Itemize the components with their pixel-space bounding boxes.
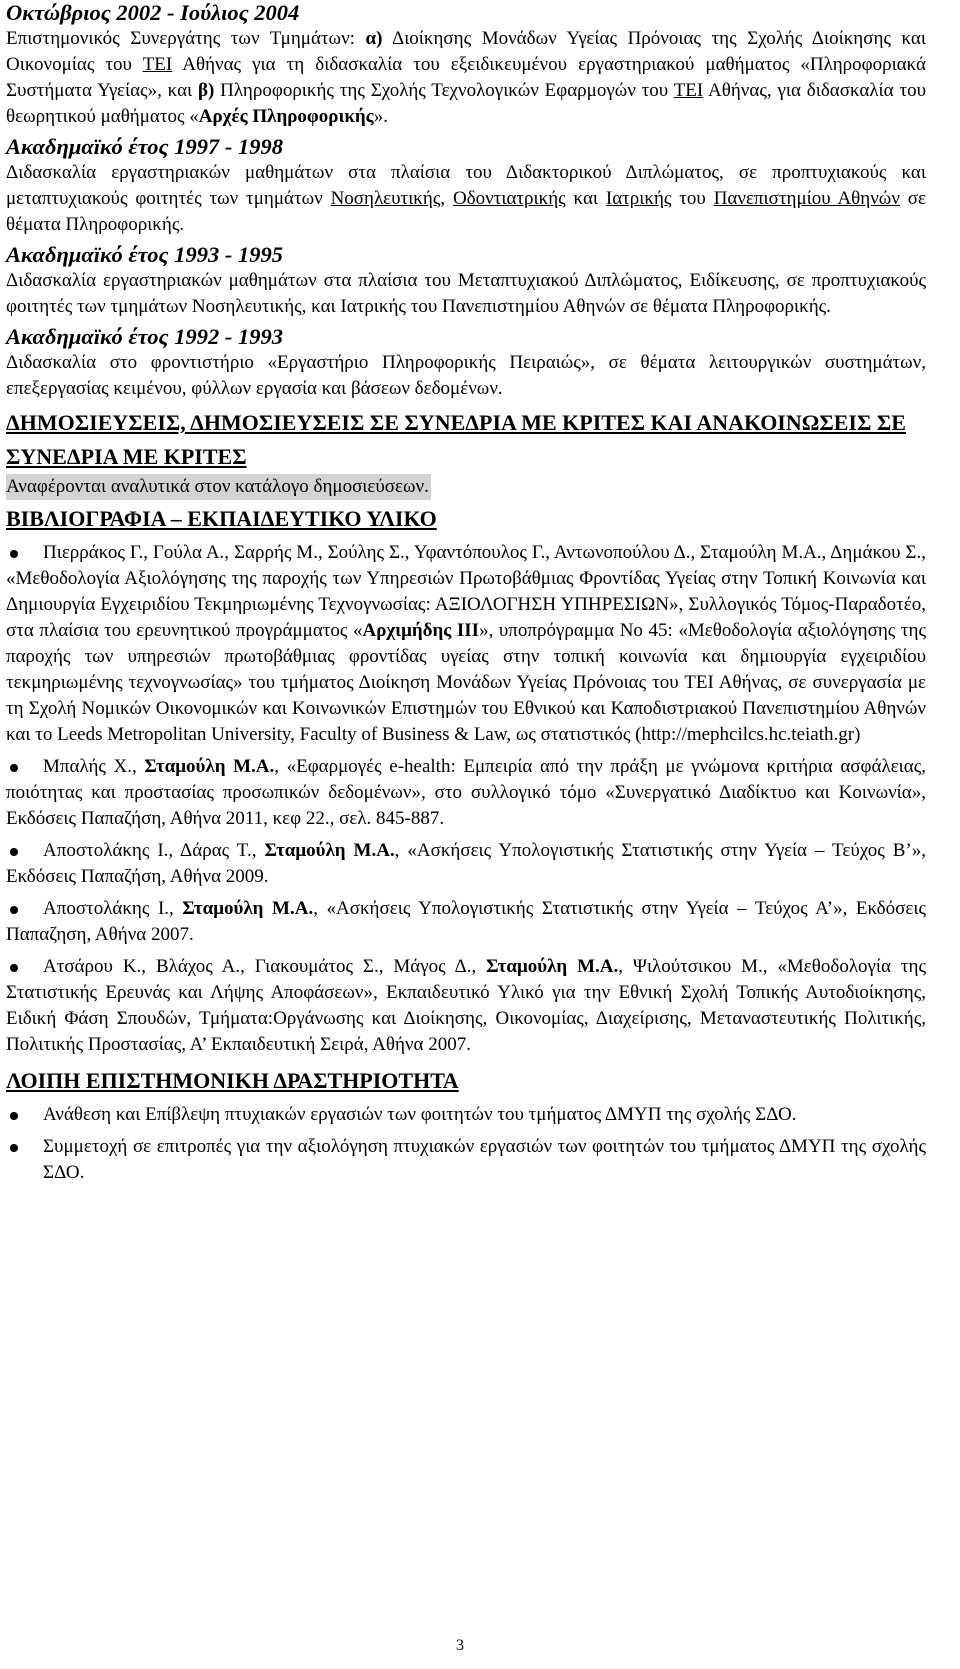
bold-run: Σταμούλη Μ.Α.	[182, 898, 314, 919]
document-page	[6, 0, 926, 1192]
bullet-icon	[10, 964, 18, 972]
text-run: Αθήνας για τη διδασκαλία του εξειδικευμένου εργαστηριακού μαθήματος «Πληροφοριακά Συστήματα Υγείας», και	[6, 54, 926, 101]
list-item-text: Συμμετοχή σε επιτροπές για την αξιολόγηση πτυχιακών εργασιών των φοιτητών του τμήματος ΔΜΥΠ της σχολής ΣΔΟ.	[43, 1136, 926, 1183]
underlined-run: Νοσηλευτικής	[330, 188, 441, 209]
list-item	[6, 540, 926, 748]
other-activity-title: ΛΟΙΠΗ ΕΠΙΣΤΗΜΟΝΙΚΗ ΔΡΑΣΤΗΡΙΟΤΗΤΑ	[6, 1068, 459, 1093]
list-item	[6, 838, 926, 890]
list-item	[6, 954, 926, 1058]
section-2002-2004	[6, 0, 926, 130]
underlined-run: Πανεπιστημίου Αθηνών	[713, 188, 900, 209]
bullet-icon	[10, 906, 18, 914]
bold-run: Σταμούλη Μ.Α.	[264, 840, 395, 861]
course-name: Αρχές Πληροφορικής	[198, 106, 374, 127]
text-run: του	[671, 188, 714, 209]
text-run: Μπαλής Χ.,	[43, 756, 145, 777]
text-run: , «Εφαρμογές e-health: Εμπειρία από την πράξη με γνώμονα κριτήρια ασφάλειας, ποιότητας και προστασίας προσωπικών δεδομένων», στο συλλογικό τόμο «Συνεργατικό Διαδίκτυο και Κοινωνία», Εκδόσεις Παπαζήση, Αθήνα 2011, κεφ 22., σελ. 845-887.	[6, 756, 926, 829]
section-text: Διδασκαλία εργαστηριακών μαθημάτων στα πλαίσια του Μεταπτυχιακού Διπλώματος, Ειδίκευσης, σε προπτυχιακούς φοιτητές των τμημάτων Νοσηλευτικής, και Ιατρικής του Πανεπιστημίου Αθηνών σε θέματα Πληροφορικής.	[6, 270, 926, 317]
section-text: Διδασκαλία στο φροντιστήριο «Εργαστήριο Πληροφορικής Πειραιώς», σε θέματα λειτουργικών συστημάτων, επεξεργασίας κειμένου, φύλλων εργασία και βάσεων δεδομένων.	[6, 352, 926, 399]
section-heading: Οκτώβριος 2002 - Ιούλιος 2004	[6, 0, 300, 25]
section-text	[6, 160, 926, 238]
section-1993-1995	[6, 242, 926, 320]
bullet-icon	[10, 848, 18, 856]
underlined-run: ΤΕΙ	[142, 54, 173, 75]
page-number: 3	[456, 1637, 464, 1654]
bold-run: Σταμούλη Μ.Α.	[144, 756, 275, 777]
bibliography-title: ΒΙΒΛΙΟΓΡΑΦΙΑ – ΕΚΠΑΙΔΕΥΤΙΚΟ ΥΛΙΚΟ	[6, 506, 437, 531]
section-text	[6, 26, 926, 130]
text-run: και	[565, 188, 606, 209]
list-item-text: Ανάθεση και Επίβλεψη πτυχιακών εργασιών των φοιτητών του τμήματος ΔΜΥΠ της σχολής ΣΔΟ.	[43, 1104, 797, 1125]
text-run: Διοίκησης Μονάδων Υγείας Πρόνοιας της Σχολής Διοίκησης και Οικονομίας του	[6, 28, 926, 75]
other-activity-section	[6, 1064, 926, 1186]
text-run: Πιερράκος Γ., Γούλα Α., Σαρρής Μ., Σούλης Σ., Υφαντόπουλος Γ., Αντωνοπούλου Δ., Σταμούλη Μ.Α., Δημάκου Σ., «Μεθοδολογία Αξιολόγησης της παροχής των Υπηρεσιών Πρωτοβάθμιας Φροντίδας Υγείας στην Τοπική Κοινωνία και Δημιουργία Εγχειριδίου Τεκμηριωμένης Τεχνογνωσίας: ΑΞΙΟΛΟΓΗΣΗ ΥΠΗΡΕΣΙΩΝ», Συλλογικός Τόμος-Παραδοτέο, στα πλαίσια του ερευνητικού προγράμματος «	[6, 542, 926, 641]
text-run: Πληροφορικής της Σχολής Τεχνολογικών Εφαρμογών του	[214, 80, 674, 101]
text-run: ,	[440, 188, 453, 209]
other-activity-list	[6, 1102, 926, 1186]
publications-title: ΔΗΜΟΣΙΕΥΣΕΙΣ, ΔΗΜΟΣΙΕΥΣΕΙΣ ΣΕ ΣΥΝΕΔΡΙΑ ΜΕ ΚΡΙΤΕΣ ΚΑΙ ΑΝΑΚΟΙΝΩΣΕΙΣ ΣΕ ΣΥΝΕΔΡΙΑ ΜΕ ΚΡΙΤΕΣ	[6, 410, 906, 469]
bullet-icon	[10, 1144, 18, 1152]
text-run: Επιστημονικός Συνεργάτης των Τμημάτων:	[6, 28, 366, 49]
list-item	[6, 1102, 926, 1128]
section-1992-1993	[6, 324, 926, 402]
bibliography-list	[6, 540, 926, 1058]
bullet-icon	[10, 764, 18, 772]
section-heading: Ακαδημαϊκό έτος 1993 - 1995	[6, 242, 283, 267]
text-run: Αποστολάκης Ι.,	[43, 898, 183, 919]
bold-run: α)	[365, 28, 383, 49]
text-run: Αθήνας, για διδασκαλία του θεωρητικού μαθήματος «	[6, 80, 926, 127]
bold-run: Αρχιμήδης ΙΙΙ	[362, 620, 480, 641]
publications-note: Αναφέρονται αναλυτικά στον κατάλογο δημοσιεύσεων.	[6, 474, 431, 500]
text-run: , «Ασκήσεις Υπολογιστικής Στατιστικής στην Υγεία – Τεύχος Β’», Εκδόσεις Παπαζήση, Αθήνα 2009.	[6, 840, 926, 887]
text-run: ».	[373, 106, 388, 127]
underlined-run: Οδοντιατρικής	[452, 188, 566, 209]
bold-run: β)	[197, 80, 215, 101]
text-run: , Ψιλούτσικου Μ., «Μεθοδολογία της Στατιστικής Ερευνάς και Λήψης Αποφάσεων», Εκπαιδευτικό Υλικό για την Εθνική Σχολή Τοπικής Αυτοδιοίκησης, Ειδική Φάση Σπουδών, Τμήματα:Οργάνωσης και Διοίκησης, Οικονομίας, Διαχείρισης, Μεταναστευτικής Πολιτικής, Πολιτικής Προστασίας, Α’ Εκπαιδευτική Σειρά, Αθήνα 2007.	[6, 956, 926, 1055]
section-1997-1998	[6, 134, 926, 238]
publications-section	[6, 406, 926, 500]
bold-run: Σταμούλη Μ.Α.	[486, 956, 619, 977]
text-run: σε θέματα Πληροφορικής.	[6, 188, 926, 235]
underlined-run: ΤΕΙ	[673, 80, 704, 101]
list-item	[6, 896, 926, 948]
text-run: Ατσάρου Κ., Βλάχος Α., Γιακουμάτος Σ., Μάγος Δ.,	[43, 956, 487, 977]
text-run: », υποπρόγραμμα Νο 45: «Μεθοδολογία αξιολόγησης της παροχής των υπηρεσιών πρωτοβάθμιας φροντίδας υγείας στην τοπική κοινωνία και δημιουργία εγχειριδίου τεκμηριωμένης τεχνογνωσίας» του τμήματος Διοίκηση Μονάδων Υγείας Πρόνοιας του ΤΕΙ Αθήνας, σε συνεργασία με τη Σχολή Νομικών Οικονομικών και Κοινωνικών Επιστημών του Εθνικού και Καποδιστριακού Πανεπιστημίου Αθηνών και το Leeds Metropolitan University, Faculty of Business & Law, ως στατιστικός (http://mephcilcs.hc.teiath.gr)	[6, 620, 926, 745]
list-item	[6, 754, 926, 832]
bullet-icon	[10, 550, 18, 558]
bibliography-section	[6, 502, 926, 1058]
bullet-icon	[10, 1112, 18, 1120]
section-heading: Ακαδημαϊκό έτος 1992 - 1993	[6, 324, 283, 349]
text-run: Αποστολάκης Ι., Δάρας Τ.,	[43, 840, 265, 861]
text-run: Διδασκαλία εργαστηριακών μαθημάτων στα πλαίσια του Διδακτορικού Διπλώματος, σε προπτυχιακούς και μεταπτυχιακούς φοιτητές των τμημάτων	[6, 162, 926, 209]
section-heading: Ακαδημαϊκό έτος 1997 - 1998	[6, 134, 283, 159]
list-item	[6, 1134, 926, 1186]
underlined-run: Ιατρικής	[605, 188, 672, 209]
text-run: , «Ασκήσεις Υπολογιστικής Στατιστικής στην Υγεία – Τεύχος Α’», Εκδόσεις Παπαζηση, Αθήνα 2007.	[6, 898, 926, 945]
